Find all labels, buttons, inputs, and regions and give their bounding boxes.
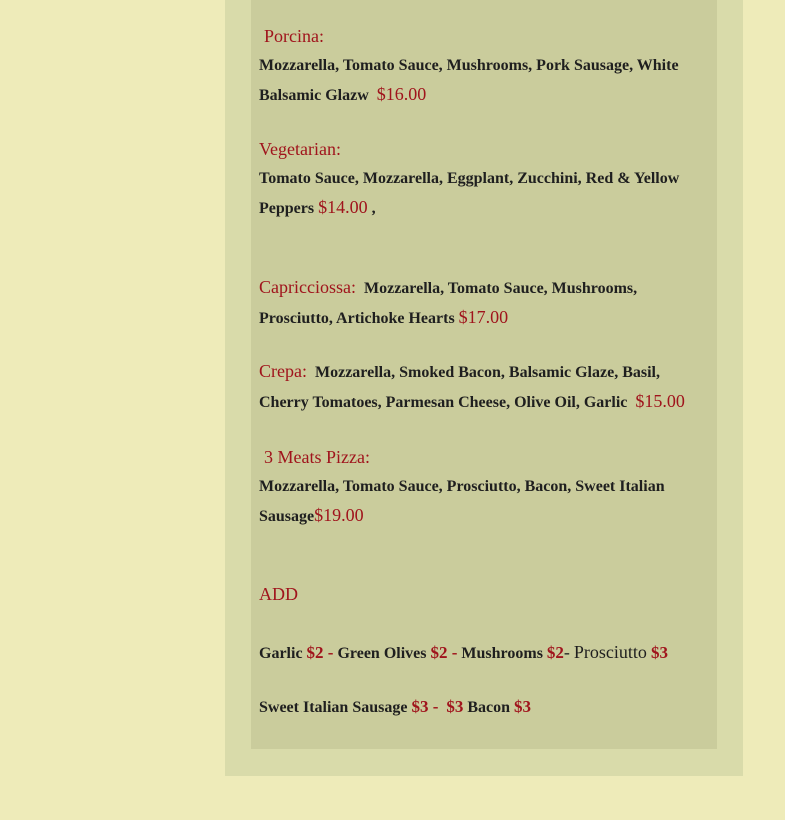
addons-line-1 <box>259 642 668 663</box>
menu-item-capricciosa <box>259 273 699 333</box>
addon-green-olives: Green Olives <box>337 645 427 662</box>
item-price: $16.00 <box>376 84 427 104</box>
item-name: Capricciossa: <box>259 277 356 297</box>
menu-item-crepa <box>259 357 699 417</box>
addon-mushrooms-price: $2 <box>546 643 564 662</box>
item-description: Mozzarella, Tomato Sauce, Mushrooms, Prosciutto, Artichoke Hearts <box>259 280 638 327</box>
item-description: Tomato Sauce, Mozzarella, Eggplant, Zucchini, Red & Yellow Peppers <box>259 170 680 217</box>
item-name: Porcina: <box>264 26 324 46</box>
addon-bacon: Bacon <box>467 699 511 716</box>
addon-garlic-price: $2 - <box>306 643 334 662</box>
item-name: Crepa: <box>259 361 307 381</box>
item-description: Mozzarella, Smoked Bacon, Balsamic Glaze, Basil, Cherry Tomatoes, Parmesan Cheese, Olive Oil, Garlic <box>259 364 660 411</box>
menu-item-three-meats <box>259 445 699 531</box>
item-price: $17.00 <box>458 307 509 327</box>
addon-bacon-price: $3 <box>514 697 532 716</box>
addon-mushrooms: Mushrooms <box>461 645 543 662</box>
addon-sausage: Sweet Italian Sausage <box>259 699 408 716</box>
item-description: Mozzarella, Tomato Sauce, Prosciutto, Bacon, Sweet Italian Sausage <box>259 478 665 525</box>
menu-item-vegetarian <box>259 137 699 223</box>
item-price: $19.00 <box>314 505 364 525</box>
addon-prosciutto: Prosciutto <box>573 642 647 662</box>
item-price: $14.00 <box>318 197 368 217</box>
addon-sausage-price: $3 - <box>411 697 439 716</box>
add-heading <box>259 584 298 605</box>
addon-green-olives-price: $2 - <box>430 643 458 662</box>
item-name: Vegetarian: <box>259 139 341 159</box>
addon-extra-price: $3 <box>446 697 464 716</box>
menu-item-porcina <box>259 24 699 110</box>
item-name: 3 Meats Pizza: <box>264 447 370 467</box>
add-heading-text: ADD <box>259 584 298 604</box>
addons-line-2 <box>259 697 531 717</box>
addon-separator: - <box>563 642 570 662</box>
item-description: Mozzarella, Tomato Sauce, Mushrooms, Pork Sausage, White Balsamic Glazw <box>259 57 679 104</box>
addon-garlic: Garlic <box>259 645 303 662</box>
addon-prosciutto-price: $3 <box>650 643 668 662</box>
item-trailing-comma: , <box>371 200 376 217</box>
item-price: $15.00 <box>635 391 685 411</box>
